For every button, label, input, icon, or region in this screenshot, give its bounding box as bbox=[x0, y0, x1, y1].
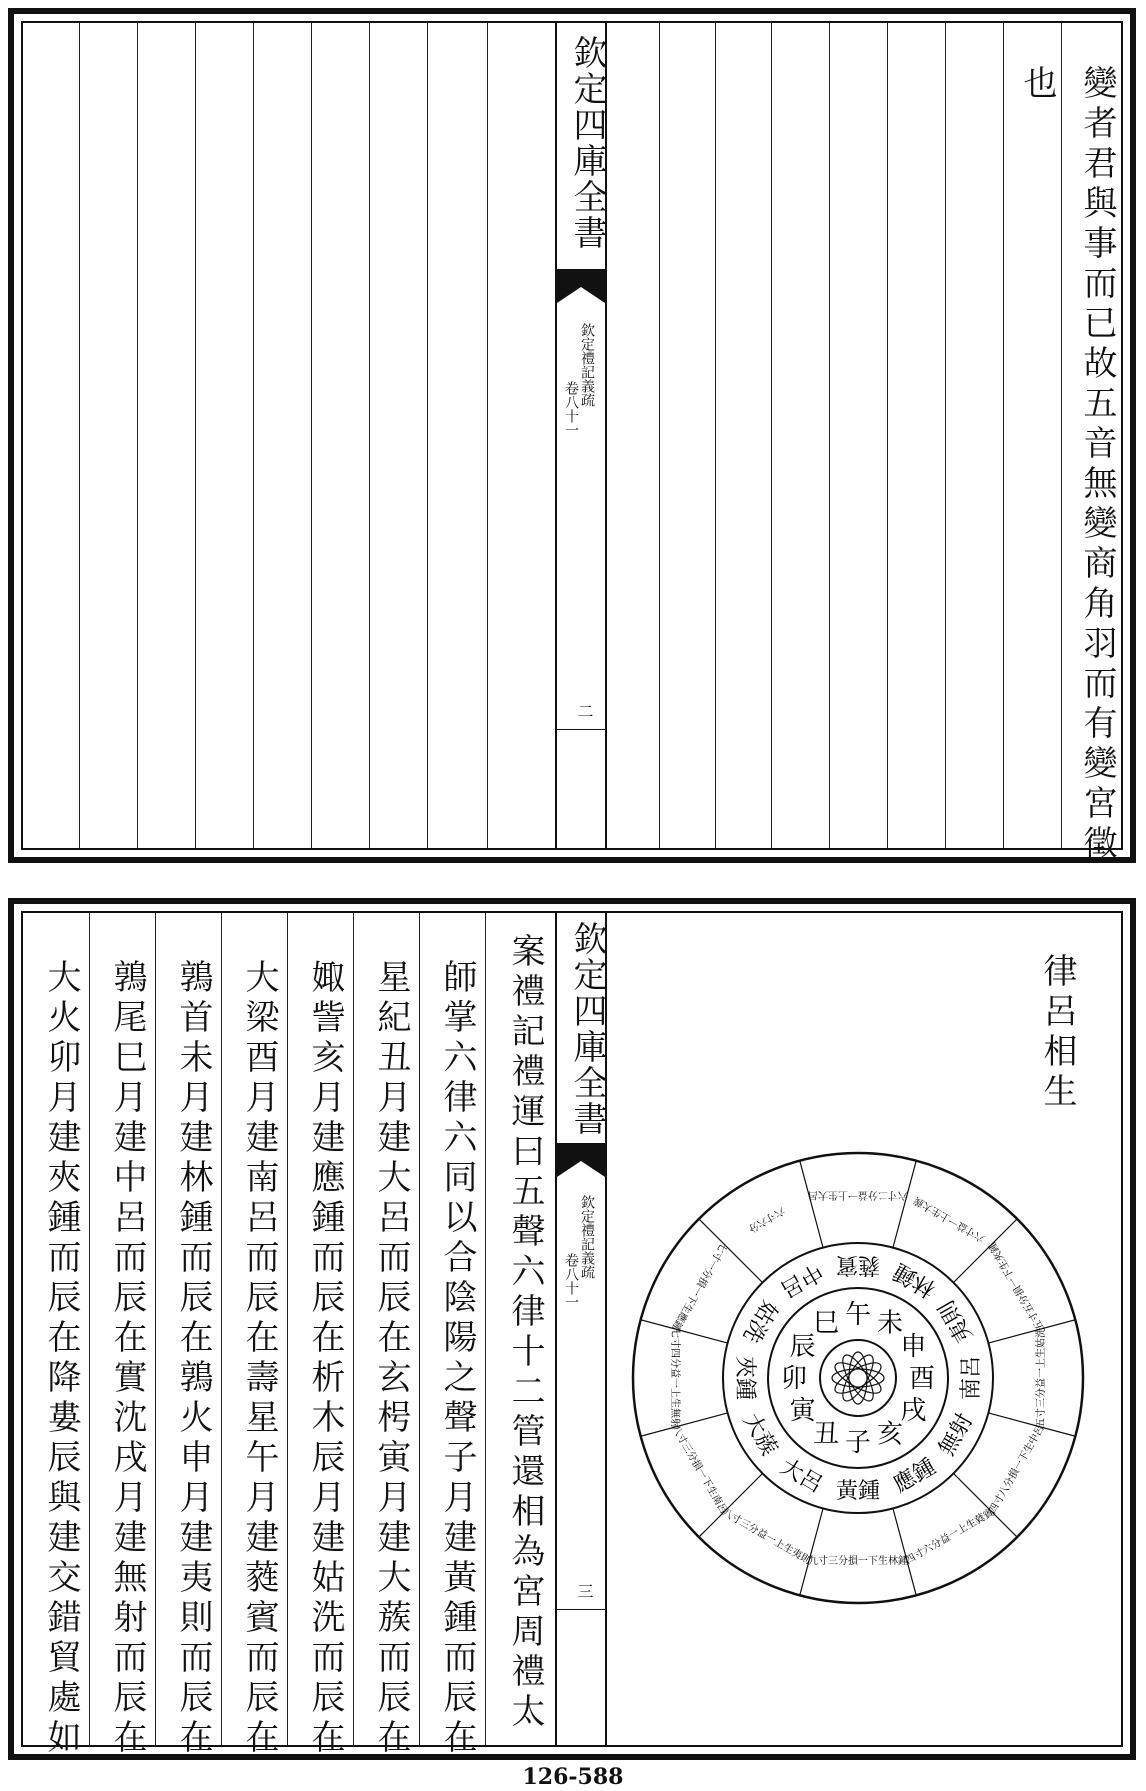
pitch-label: 大蔟 bbox=[737, 1409, 782, 1461]
pitch-labels bbox=[732, 1252, 984, 1504]
top-page-frame bbox=[21, 21, 1123, 865]
branch-label: 卯 bbox=[780, 1364, 808, 1394]
spine-page-number: 三 bbox=[575, 1583, 594, 1599]
pitch-note: 四寸六分益一上生蕤賓 bbox=[903, 1507, 996, 1567]
text-column: 鶉首未月建林鍾而辰在鶉火申月建夷則而辰在 bbox=[173, 959, 213, 1759]
pitch-note: 六寸益一上生大蔟 bbox=[912, 1194, 988, 1244]
text-column: 鶉尾巳月建中呂而辰在實沈戌月建無射而辰在 bbox=[107, 959, 147, 1759]
branch-label: 寅 bbox=[789, 1396, 816, 1426]
lvlu-wheel-diagram bbox=[623, 1143, 1093, 1613]
center-rosette bbox=[831, 1351, 885, 1405]
pitch-note: 五寸三分益一上生姑洗 bbox=[1036, 1328, 1047, 1428]
text-column: 星紀丑月建大呂而辰在玄枵寅月建大蔟而辰在 bbox=[371, 959, 411, 1759]
spine-volume: 卷八十一 bbox=[563, 381, 579, 437]
pitch-label: 夷則 bbox=[934, 1295, 979, 1347]
pitch-label: 南呂 bbox=[959, 1355, 984, 1401]
pitch-note: 七寸一分損一下生應鍾 bbox=[669, 1240, 729, 1333]
branch-label: 午 bbox=[844, 1300, 872, 1330]
fishtail-mark bbox=[557, 1143, 605, 1177]
rosette-petal bbox=[849, 1352, 867, 1404]
text-column: 案禮記禮運曰五聲六律十二管還相為宮周禮太 bbox=[505, 933, 545, 1733]
rosette-petal bbox=[832, 1369, 884, 1387]
branch-label: 酉 bbox=[908, 1364, 936, 1394]
spine-page-number: 二 bbox=[575, 703, 594, 719]
pitch-label: 蕤賓 bbox=[835, 1252, 881, 1277]
bottom-page bbox=[8, 898, 1136, 1760]
pitch-label: 無射 bbox=[934, 1409, 979, 1461]
ruled-column bbox=[311, 23, 370, 848]
spine-book-title: 欽定禮記義疏 bbox=[579, 1195, 595, 1279]
pitch-notes bbox=[669, 1189, 1047, 1567]
branch-label: 戌 bbox=[900, 1396, 927, 1426]
pitch-note: 六寸六分 bbox=[746, 1204, 787, 1234]
spine-rule bbox=[557, 1609, 605, 1610]
ruled-column bbox=[427, 23, 488, 848]
ruled-column bbox=[253, 23, 312, 848]
ruled-column bbox=[829, 23, 888, 848]
pitch-note: 九寸三分損一下生林鍾 bbox=[808, 1556, 908, 1567]
text-column: 娵訾亥月建應鍾而辰在析木辰月建姑洗而辰在 bbox=[305, 959, 345, 1759]
folio-number: 126-588 bbox=[522, 1764, 624, 1790]
top-spine bbox=[555, 23, 607, 848]
pitch-label: 林鍾 bbox=[889, 1257, 941, 1302]
branch-label: 丑 bbox=[812, 1419, 840, 1450]
spine-rule bbox=[557, 729, 605, 730]
ruled-column bbox=[79, 23, 138, 848]
ruled-column bbox=[369, 23, 428, 848]
ruled-column bbox=[887, 23, 946, 848]
ruled-column bbox=[771, 23, 830, 848]
text-column: 變者君與事而已故五音無變商角羽而有變宮徵 bbox=[1077, 65, 1117, 865]
pitch-label: 姑洗 bbox=[737, 1295, 782, 1347]
branch-label: 巳 bbox=[812, 1308, 840, 1339]
spine-volume: 卷八十一 bbox=[563, 1253, 579, 1309]
pitch-note: 六寸二分益一上生大呂 bbox=[808, 1189, 908, 1200]
bottom-page-frame bbox=[21, 911, 1123, 1759]
ruled-column bbox=[137, 23, 196, 848]
spine-title: 欽定四庫全書 bbox=[567, 35, 607, 251]
wheel-spokes bbox=[641, 1161, 1076, 1596]
ruled-column bbox=[195, 23, 254, 848]
ruled-column bbox=[715, 23, 772, 848]
branch-label: 亥 bbox=[876, 1419, 904, 1450]
branch-label: 未 bbox=[876, 1308, 904, 1339]
pitch-note: 五寸五分損一下生夾鍾 bbox=[987, 1240, 1047, 1333]
pitch-note: 八寸三分損一下生南呂 bbox=[669, 1423, 729, 1516]
bottom-spine bbox=[555, 913, 607, 1745]
ruled-column bbox=[659, 23, 716, 848]
branch-label: 辰 bbox=[789, 1332, 816, 1362]
fishtail-mark bbox=[557, 269, 605, 303]
text-column: 大梁酉月建南呂而辰在壽星午月建蕤賓而辰在 bbox=[239, 959, 279, 1759]
wheel-spoke bbox=[800, 1161, 823, 1248]
pitch-label: 黃鍾 bbox=[835, 1479, 881, 1504]
pitch-note: 八寸三分益一上生夷則 bbox=[720, 1507, 813, 1567]
branch-label: 申 bbox=[900, 1332, 927, 1362]
pitch-note: 四寸八分損一下生中呂 bbox=[987, 1423, 1047, 1516]
ruled-column bbox=[945, 23, 1004, 848]
top-page bbox=[8, 8, 1136, 863]
text-column: 也 bbox=[1017, 65, 1057, 105]
pitch-label: 應鍾 bbox=[889, 1454, 941, 1499]
pitch-label: 夾鍾 bbox=[732, 1355, 757, 1401]
ruled-column bbox=[603, 23, 660, 848]
pitch-label: 大呂 bbox=[775, 1454, 827, 1499]
spine-book-title: 欽定禮記義疏 bbox=[579, 323, 595, 407]
branch-label: 子 bbox=[844, 1428, 872, 1458]
pitch-label: 中呂 bbox=[775, 1257, 827, 1302]
text-column: 大火卯月建夾鍾而辰在降婁辰與建交錯貿處如 bbox=[41, 959, 81, 1759]
pitch-note: 七寸四分益一上生無射 bbox=[669, 1328, 680, 1428]
pitch-ring bbox=[723, 1243, 993, 1513]
branch-labels bbox=[781, 1300, 935, 1458]
spine-title: 欽定四庫全書 bbox=[567, 921, 607, 1137]
text-column: 師掌六律六同以合陰陽之聲子月建黃鍾而辰在 bbox=[437, 959, 477, 1759]
section-heading: 律呂相生 bbox=[1037, 953, 1077, 1113]
ruled-column bbox=[1003, 23, 1062, 848]
ruled-column bbox=[23, 23, 80, 848]
